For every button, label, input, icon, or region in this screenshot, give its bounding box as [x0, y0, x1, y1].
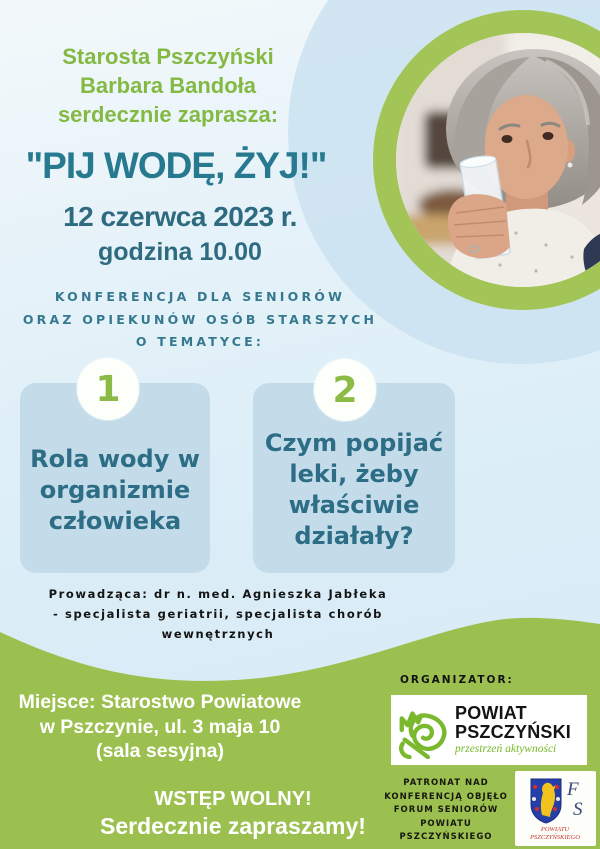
invitation-text	[0, 42, 336, 129]
topic-2-number: 2	[332, 369, 358, 411]
organizer-label: ORGANIZATOR:	[400, 674, 514, 686]
invite-line-3: serdecznie zaprasza:	[57, 102, 279, 127]
patronage-line-2: KONFERENCJĄ OBJĘŁO	[384, 791, 508, 802]
venue-line-3: (sala sesyjna)	[96, 740, 224, 762]
organizer-name-line-2: PSZCZYŃSKI	[455, 722, 572, 742]
patronage-line-3: FORUM SENIORÓW	[393, 805, 499, 815]
cta-line-1: WSTĘP WOLNY!	[154, 788, 312, 810]
topic-2-number-badge	[314, 359, 376, 421]
organizer-tagline: przestrzeń aktywności	[455, 743, 557, 755]
topic-1-number-badge	[77, 358, 139, 420]
topic-2-text: Czym popijać leki, żeby właściwie działały?	[264, 429, 444, 550]
audience-line-3: O TEMATYCE:	[135, 334, 265, 349]
patronage-line-1: PATRONAT NAD	[403, 778, 489, 788]
cta-line-2: Serdecznie zapraszamy!	[100, 813, 366, 839]
invite-line-2: Barbara Bandoła	[79, 73, 257, 98]
event-date: 12 czerwca 2023 r.	[63, 201, 297, 232]
invite-line-1: Starosta Pszczyński	[62, 44, 274, 69]
venue-line-1: Miejsce: Starostwo Powiatowe	[18, 691, 302, 713]
venue-info	[0, 690, 320, 764]
fs-caption-line-2: PSZCZYŃSKIEGO	[530, 834, 580, 841]
patronage-text	[383, 777, 509, 845]
topic-1-number: 1	[95, 368, 121, 410]
organizer-logo-box	[391, 695, 587, 765]
patronage-line-4: POWIATU	[420, 818, 472, 829]
organizer-logo-text	[455, 704, 571, 756]
audience-text	[10, 286, 390, 354]
event-time: godzina 10.00	[98, 238, 262, 266]
fs-caption-line-1: POWIATU	[540, 826, 570, 833]
poster-title: "PIJ WODĘ, ŻYJ!"	[25, 145, 327, 186]
speaker-line-1: Prowadząca: dr n. med. Agnieszka Jabłeka	[48, 587, 388, 601]
fs-letter-s: S	[573, 799, 583, 820]
fs-letter-f: F	[567, 779, 579, 800]
audience-line-1: KONFERENCJA DLA SENIORÓW	[54, 289, 346, 304]
venue-line-2: w Pszczynie, ul. 3 maja 10	[39, 715, 281, 738]
forum-seniorow-logo	[515, 771, 596, 846]
audience-line-2: ORAZ OPIEKUNÓW OSÓB STARSZYCH	[22, 311, 378, 327]
topic-1-text: Rola wody w organizmie człowieka	[30, 444, 200, 535]
patronage-line-5: PSZCZYŃSKIEGO	[399, 832, 493, 842]
forum-seniorow-logo-box	[515, 771, 596, 846]
speaker-line-2: - specjalista geriatrii, specjalista chorób wewnętrznych	[53, 607, 383, 641]
call-to-action	[73, 787, 393, 840]
powiat-pszczynski-logo-icon	[395, 701, 453, 759]
organizer-name-line-1: POWIAT	[455, 703, 527, 723]
